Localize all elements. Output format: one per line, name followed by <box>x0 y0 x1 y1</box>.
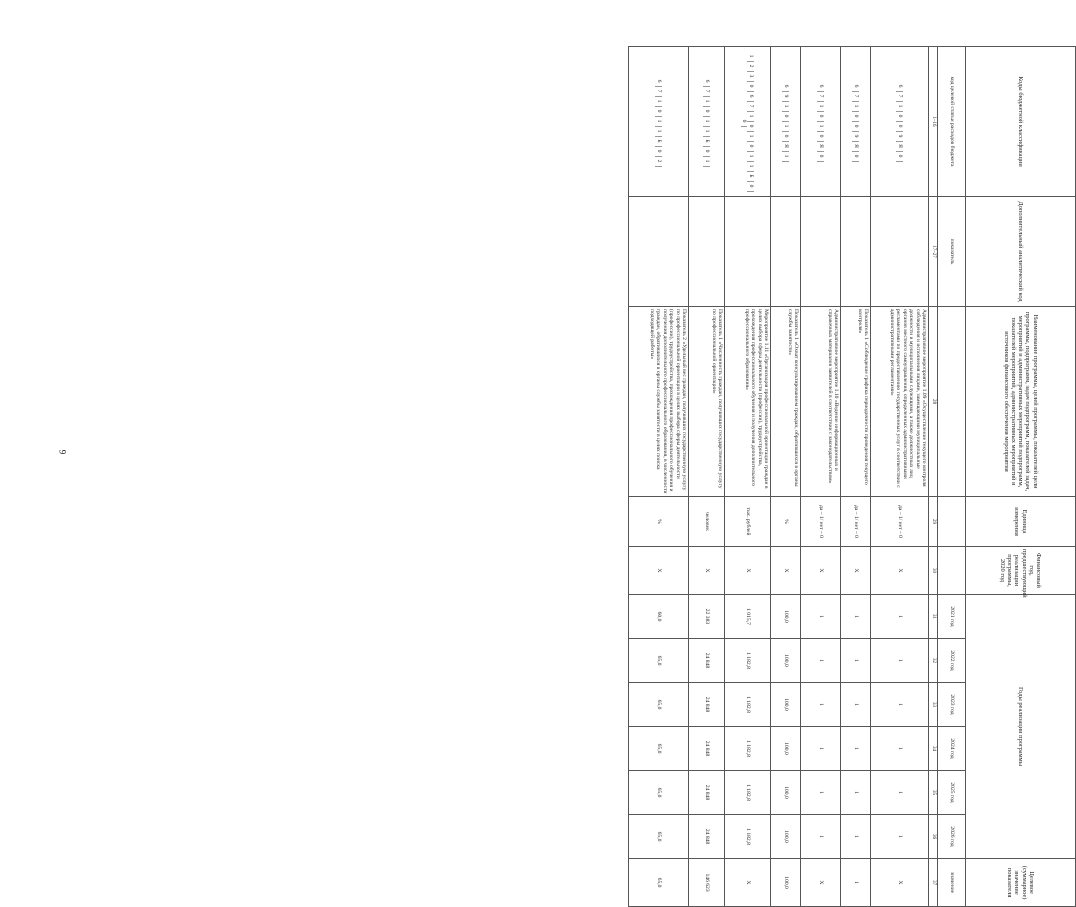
code-digit: 0 <box>896 152 902 162</box>
year-value: 1 <box>871 595 929 639</box>
year-value: 24 848 <box>689 727 725 771</box>
year-header-2025: 2025 год <box>938 771 966 815</box>
analytic-codes <box>771 197 801 307</box>
code-digit: Я <box>852 142 858 152</box>
code-digit: 0 <box>817 132 823 142</box>
unit-subheader <box>938 497 966 547</box>
year-value: 1 <box>841 771 871 815</box>
code-digit: 7 <box>748 102 754 112</box>
col-num-y2: 32 <box>929 639 938 683</box>
year-value: 24 848 <box>689 771 725 815</box>
code-digit: Я <box>896 142 902 152</box>
col-num-y3: 33 <box>929 683 938 727</box>
code-digit: 0 <box>703 147 709 157</box>
target-value: Х <box>871 859 929 907</box>
kbk-codes <box>629 47 689 197</box>
code-digit: 0 <box>852 122 858 132</box>
page-number: 9 <box>57 449 68 455</box>
item-name: Мероприятие 1.11 «Организация профессиональной ориентации граждан в целях выбора сферы деятельности (профессии), трудоустройства, прохождения профессионального обучения и получения дополнительного профессионального образования» <box>725 307 771 497</box>
unit: да – 1/ нет – 0 <box>871 497 929 547</box>
code-digit: 6 <box>782 82 788 92</box>
table-body <box>629 47 929 907</box>
analytic-codes <box>725 197 771 307</box>
code-digit: Б <box>748 172 754 182</box>
header-row <box>966 47 1076 907</box>
year-value: 1 <box>871 683 929 727</box>
code-digit: Я <box>817 142 823 152</box>
kbk-subheader: код целевой статьи расходов бюджета <box>938 47 966 197</box>
year-value: 1 <box>871 727 929 771</box>
year-value: 22 383 <box>689 595 725 639</box>
unit: да – 1/ нет – 0 <box>841 497 871 547</box>
kbk-codes <box>725 47 771 197</box>
col-num-name: 28 <box>929 307 938 497</box>
year-value: 100,0 <box>771 727 801 771</box>
analytic-subheader: показатель <box>938 197 966 307</box>
col-num-unit: 29 <box>929 497 938 547</box>
code-digit: 1 <box>703 127 709 137</box>
year-header-2022: 2022 год <box>938 639 966 683</box>
kbk-codes <box>841 47 871 197</box>
code-digit: 0 <box>741 117 747 127</box>
year-value: 100,0 <box>771 815 801 859</box>
target-value: 146 623 <box>689 859 725 907</box>
col-num-y4: 34 <box>929 727 938 771</box>
col-num-y1: 31 <box>929 595 938 639</box>
table-row <box>871 47 929 907</box>
analytic-codes <box>841 197 871 307</box>
col-num-kbk: 1–16 <box>929 47 938 197</box>
code-digit: 0 <box>748 82 754 92</box>
code-digit: 6 <box>852 82 858 92</box>
kbk-codes <box>771 47 801 197</box>
target-header: Целевое (суммарное) значение показателя <box>966 859 1076 907</box>
code-digit: 0 <box>748 142 754 152</box>
name-header: Наименование программы, целей программы, показателей цели программы, подпрограмм, задач подпрограмм, показателей задач, мероприятий и административных мероприятий подпрограмм, показателей мероприятий, административных мероприятий и источников финансового обеспечения мероприятия <box>966 307 1076 497</box>
kbk-header: Коды бюджетной классификации <box>966 47 1076 197</box>
code-digit: 0 <box>852 112 858 122</box>
year-value: 1 <box>801 815 841 859</box>
code-digit: 0 <box>655 107 661 117</box>
year-value: 1 <box>841 639 871 683</box>
code-digit: 9 <box>896 132 902 142</box>
year-value: 1 <box>841 683 871 727</box>
kbk-codes <box>689 47 725 197</box>
code-digit: 0 <box>655 147 661 157</box>
analytic-codes <box>689 197 725 307</box>
year-header-2024: 2024 год <box>938 727 966 771</box>
year-value: 100,0 <box>771 639 801 683</box>
column-number-row <box>929 47 938 907</box>
code-digit: 6 <box>748 92 754 102</box>
col-num-fin: 30 <box>929 547 938 595</box>
year-value: 100,0 <box>771 771 801 815</box>
code-digit: 1 <box>655 127 661 137</box>
code-digit: 1 <box>817 122 823 132</box>
code-digit: 1 <box>896 102 902 112</box>
subheader-row <box>938 47 966 907</box>
target-value: 1 <box>841 859 871 907</box>
year-value: 1 <box>801 639 841 683</box>
code-digit: 7 <box>896 92 902 102</box>
year-value: 65,0 <box>629 771 689 815</box>
year-value: 1 <box>871 815 929 859</box>
target-value: 65,0 <box>629 859 689 907</box>
year-value: 1 182,8 <box>725 771 771 815</box>
kbk-codes <box>801 47 841 197</box>
code-digit: 1 <box>703 157 709 167</box>
code-digit: 6 <box>703 77 709 87</box>
year-value: 1 <box>801 771 841 815</box>
code-digit: 2 <box>655 157 661 167</box>
table-row <box>629 47 689 907</box>
year-value: 1 <box>871 639 929 683</box>
target-value: Х <box>725 859 771 907</box>
year-value: 1 <box>841 595 871 639</box>
code-digit: 3 <box>748 72 754 82</box>
fin-year-value: Х <box>871 547 929 595</box>
year-value: 24 848 <box>689 639 725 683</box>
year-value: 65,0 <box>629 639 689 683</box>
year-value: 1 <box>841 727 871 771</box>
code-digit: 1 <box>748 152 754 162</box>
program-table <box>628 46 1076 907</box>
rotated-table-sheet <box>636 46 1076 906</box>
year-value: 65,0 <box>629 727 689 771</box>
fin-year-value: Х <box>689 547 725 595</box>
table-row <box>771 47 801 907</box>
code-digit: 1 <box>703 97 709 107</box>
code-digit: 7 <box>852 92 858 102</box>
analytic-header: Дополнительный аналитический код <box>966 197 1076 307</box>
target-value: 100,0 <box>771 859 801 907</box>
code-digit: 0 <box>782 112 788 122</box>
code-digit: 0 <box>817 112 823 122</box>
fin-year-value: Х <box>629 547 689 595</box>
table-row <box>689 47 725 907</box>
code-digit: 1 <box>655 117 661 127</box>
year-value: 24 848 <box>689 683 725 727</box>
fin-year-value: Х <box>801 547 841 595</box>
code-digit: 0 <box>852 152 858 162</box>
code-digit: 0 <box>748 122 754 132</box>
code-digit: 0 <box>703 107 709 117</box>
name-subheader <box>938 307 966 497</box>
code-digit: 6 <box>817 82 823 92</box>
year-header-2021: 2021 год <box>938 595 966 639</box>
col-num-y6: 36 <box>929 815 938 859</box>
item-name: Показатель 1 «Соблюдение графика периодичности проведения текущего контроля» <box>841 307 871 497</box>
code-digit: 1 <box>782 152 788 162</box>
code-digit: 0 <box>782 132 788 142</box>
year-value: 1 <box>871 771 929 815</box>
item-name: Показатель 2 «Удельный вес граждан, получивших государственную услугу по профессиональной ориентации в целях выбора сферы деятельности (профессии), трудоустройства, прохождения профессионального обучения и получения дополнительного профессионального образования, в численности граждан, обратившихся в органы службы занятости в целях поиска подходящей работы» <box>629 307 689 497</box>
code-digit: 0 <box>817 152 823 162</box>
code-digit: 7 <box>817 92 823 102</box>
year-value: 65,0 <box>629 815 689 859</box>
code-digit: Я <box>782 142 788 152</box>
code-digit: 1 <box>703 117 709 127</box>
year-value: 1 182,8 <box>725 639 771 683</box>
code-digit: 1 <box>748 162 754 172</box>
code-digit: 1 <box>782 102 788 112</box>
item-name: Показатель 1 «Охват консультированием граждан, обратившихся в органы службы занятости» <box>771 307 801 497</box>
code-digit: Б <box>655 137 661 147</box>
fin-year-value: Х <box>771 547 801 595</box>
analytic-codes <box>629 197 689 307</box>
unit: % <box>629 497 689 547</box>
year-value: 100,0 <box>771 683 801 727</box>
code-digit: 7 <box>703 87 709 97</box>
code-digit: 0 <box>896 112 902 122</box>
code-digit: 1 <box>852 102 858 112</box>
year-value: 1 182,8 <box>725 815 771 859</box>
code-digit: 1 <box>748 132 754 142</box>
year-value: 1 <box>801 595 841 639</box>
year-value: 60,0 <box>629 595 689 639</box>
code-digit: 0 <box>896 122 902 132</box>
code-digit: 0 <box>748 182 754 192</box>
analytic-codes <box>871 197 929 307</box>
code-digit: 9 <box>782 92 788 102</box>
year-value: 24 848 <box>689 815 725 859</box>
code-digit: 1 <box>748 52 754 62</box>
analytic-codes <box>801 197 841 307</box>
years-header: Годы реализации программы <box>966 595 1076 859</box>
year-header-2023: 2023 год <box>938 683 966 727</box>
item-name: Административное мероприятие 1.10 «Ведение информационных и справочных материалов заявителей в соответствии с законодательством» <box>801 307 841 497</box>
target-value: Х <box>801 859 841 907</box>
year-header-2026: 2026 год <box>938 815 966 859</box>
unit-header: Единица измерения <box>966 497 1076 547</box>
year-value: 1 182,8 <box>725 683 771 727</box>
fin-year-value: Х <box>841 547 871 595</box>
code-digit: 1 <box>817 102 823 112</box>
target-subheader: значение <box>938 859 966 907</box>
code-digit: 1 <box>782 122 788 132</box>
table-row <box>801 47 841 907</box>
fin-year-value: Х <box>725 547 771 595</box>
year-value: 1 182,8 <box>725 727 771 771</box>
fin-year-header: Финансовый год, предшествующий реализации программы, 2020 год <box>966 547 1076 595</box>
code-digit: 1 <box>655 97 661 107</box>
code-digit: 2 <box>748 62 754 72</box>
item-name: Административное мероприятие 1.09 «Осуществление текущего контроля соблюдения и исполнения лицами, замещающими муниципальные должности и муниципальными служащими, а также должностных лиц органов местного самоуправления, определенных административными регламентами по предоставлению государственных услуг в соответствии с административными регламентами» <box>871 307 929 497</box>
code-digit: 1 <box>748 112 754 122</box>
code-digit: 6 <box>896 82 902 92</box>
table-row <box>725 47 771 907</box>
unit: да – 1/ нет – 0 <box>801 497 841 547</box>
unit: тыс. рублей <box>725 497 771 547</box>
unit: человек <box>689 497 725 547</box>
code-digit: 9 <box>852 132 858 142</box>
col-num-target: 37 <box>929 859 938 907</box>
year-value: 100,0 <box>771 595 801 639</box>
year-value: 1 <box>841 815 871 859</box>
year-value: 65,0 <box>629 683 689 727</box>
year-value: 1 <box>801 727 841 771</box>
kbk-codes <box>871 47 929 197</box>
code-digit: 6 <box>655 77 661 87</box>
code-digit: Б <box>703 137 709 147</box>
col-num-y5: 35 <box>929 771 938 815</box>
year-value: 1 015,7 <box>725 595 771 639</box>
fin-subheader <box>938 547 966 595</box>
unit: % <box>771 497 801 547</box>
year-value: 1 <box>801 683 841 727</box>
col-num-analytic: 17–27 <box>929 197 938 307</box>
code-digit: 7 <box>655 87 661 97</box>
item-name: Показатель 1 «Численность граждан, получивших государственную услугу по профессиональной ориентации» <box>689 307 725 497</box>
table-row <box>841 47 871 907</box>
